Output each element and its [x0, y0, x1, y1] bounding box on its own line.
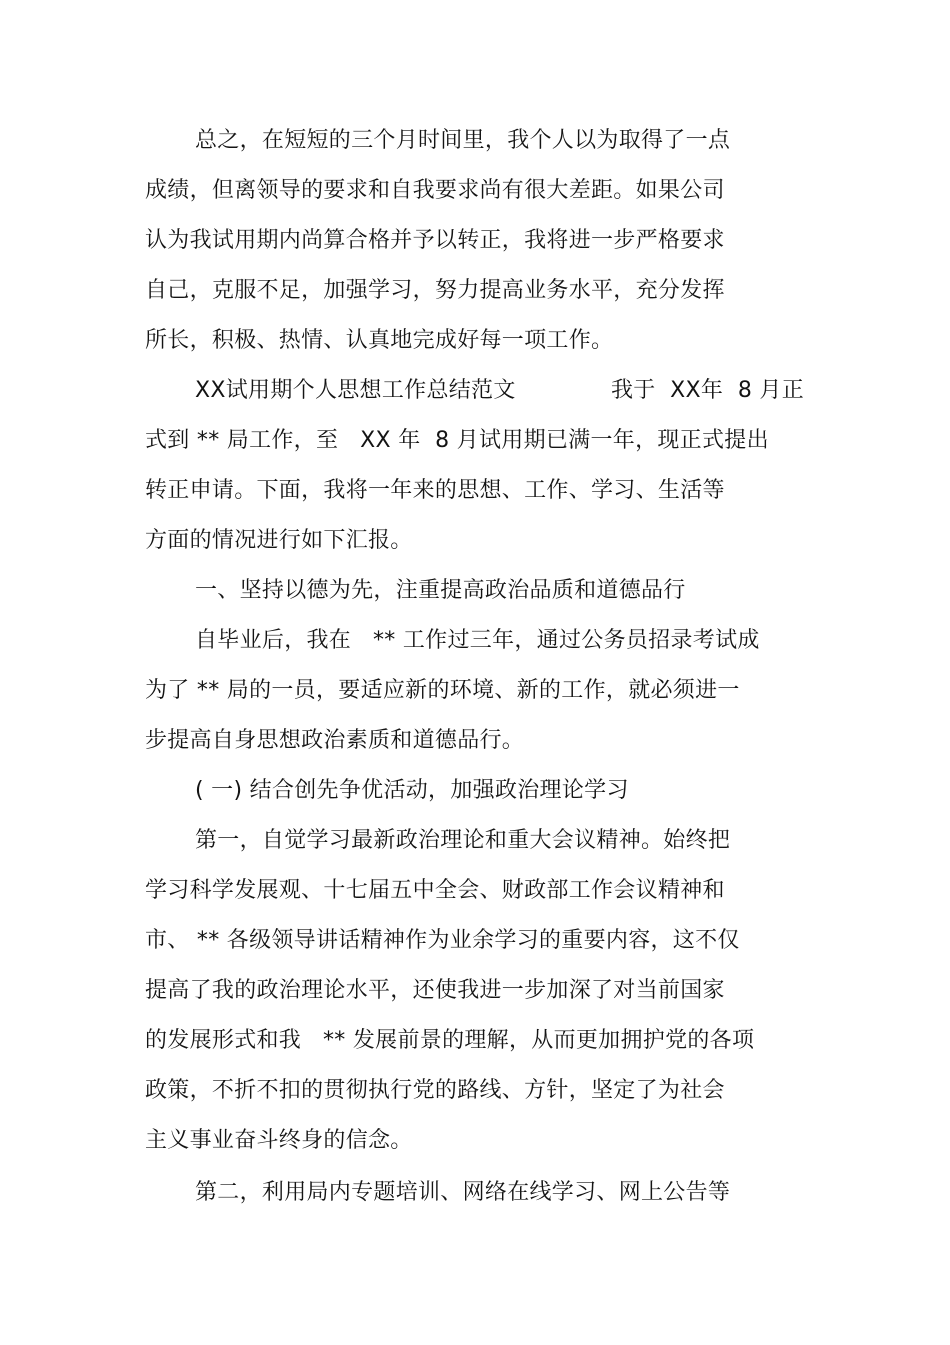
paragraph-line: 市、 ** 各级领导讲话精神作为业余学习的重要内容，这不仅	[145, 928, 740, 953]
paragraph-line: 成绩，但离领导的要求和自我要求尚有很大差距。如果公司	[145, 178, 725, 203]
paragraph-line: 学习科学发展观、十七届五中全会、财政部工作会议精神和	[145, 878, 725, 903]
section-heading: 一、坚持以德为先，注重提高政治品质和道德品行	[195, 578, 686, 603]
paragraph-line: 政策，不折不扣的贯彻执行党的路线、方针，坚定了为社会	[145, 1078, 725, 1103]
section-title: XX试用期个人思想工作总结范文	[195, 378, 516, 403]
paragraph-line: 步提高自身思想政治素质和道德品行。	[145, 728, 525, 753]
paragraph-line: 自己，克服不足，加强学习，努力提高业务水平，充分发挥	[145, 278, 725, 303]
paragraph-line: 第一，自觉学习最新政治理论和重大会议精神。始终把	[195, 828, 731, 853]
paragraph-line: 总之，在短短的三个月时间里，我个人以为取得了一点	[195, 128, 731, 153]
paragraph-line: 我于 XX年 8 月正	[611, 378, 805, 403]
paragraph-line: 自毕业后，我在 ** 工作过三年，通过公务员招录考试成	[195, 628, 760, 653]
paragraph-line: 所长，积极、热情、认真地完成好每一项工作。	[145, 328, 614, 353]
subsection-heading: ( 一) 结合创先争优活动，加强政治理论学习	[195, 778, 629, 803]
paragraph-line: 第二，利用局内专题培训、网络在线学习、网上公告等	[195, 1180, 731, 1205]
paragraph-line: 式到 ** 局工作，至 XX 年 8 月试用期已满一年，现正式提出	[145, 428, 769, 453]
paragraph-line: 为了 ** 局的一员，要适应新的环境、新的工作，就必须进一	[145, 678, 740, 703]
paragraph-line: 提高了我的政治理论水平，还使我进一步加深了对当前国家	[145, 978, 725, 1003]
paragraph-line: 的发展形式和我 ** 发展前景的理解，从而更加拥护党的各项	[145, 1028, 755, 1053]
paragraph-line: 方面的情况进行如下汇报。	[145, 528, 413, 553]
paragraph-line: 认为我试用期内尚算合格并予以转正，我将进一步严格要求	[145, 228, 725, 253]
paragraph-line: 转正申请。下面，我将一年来的思想、工作、学习、生活等	[145, 478, 725, 503]
paragraph-line: 主义事业奋斗终身的信念。	[145, 1128, 413, 1153]
